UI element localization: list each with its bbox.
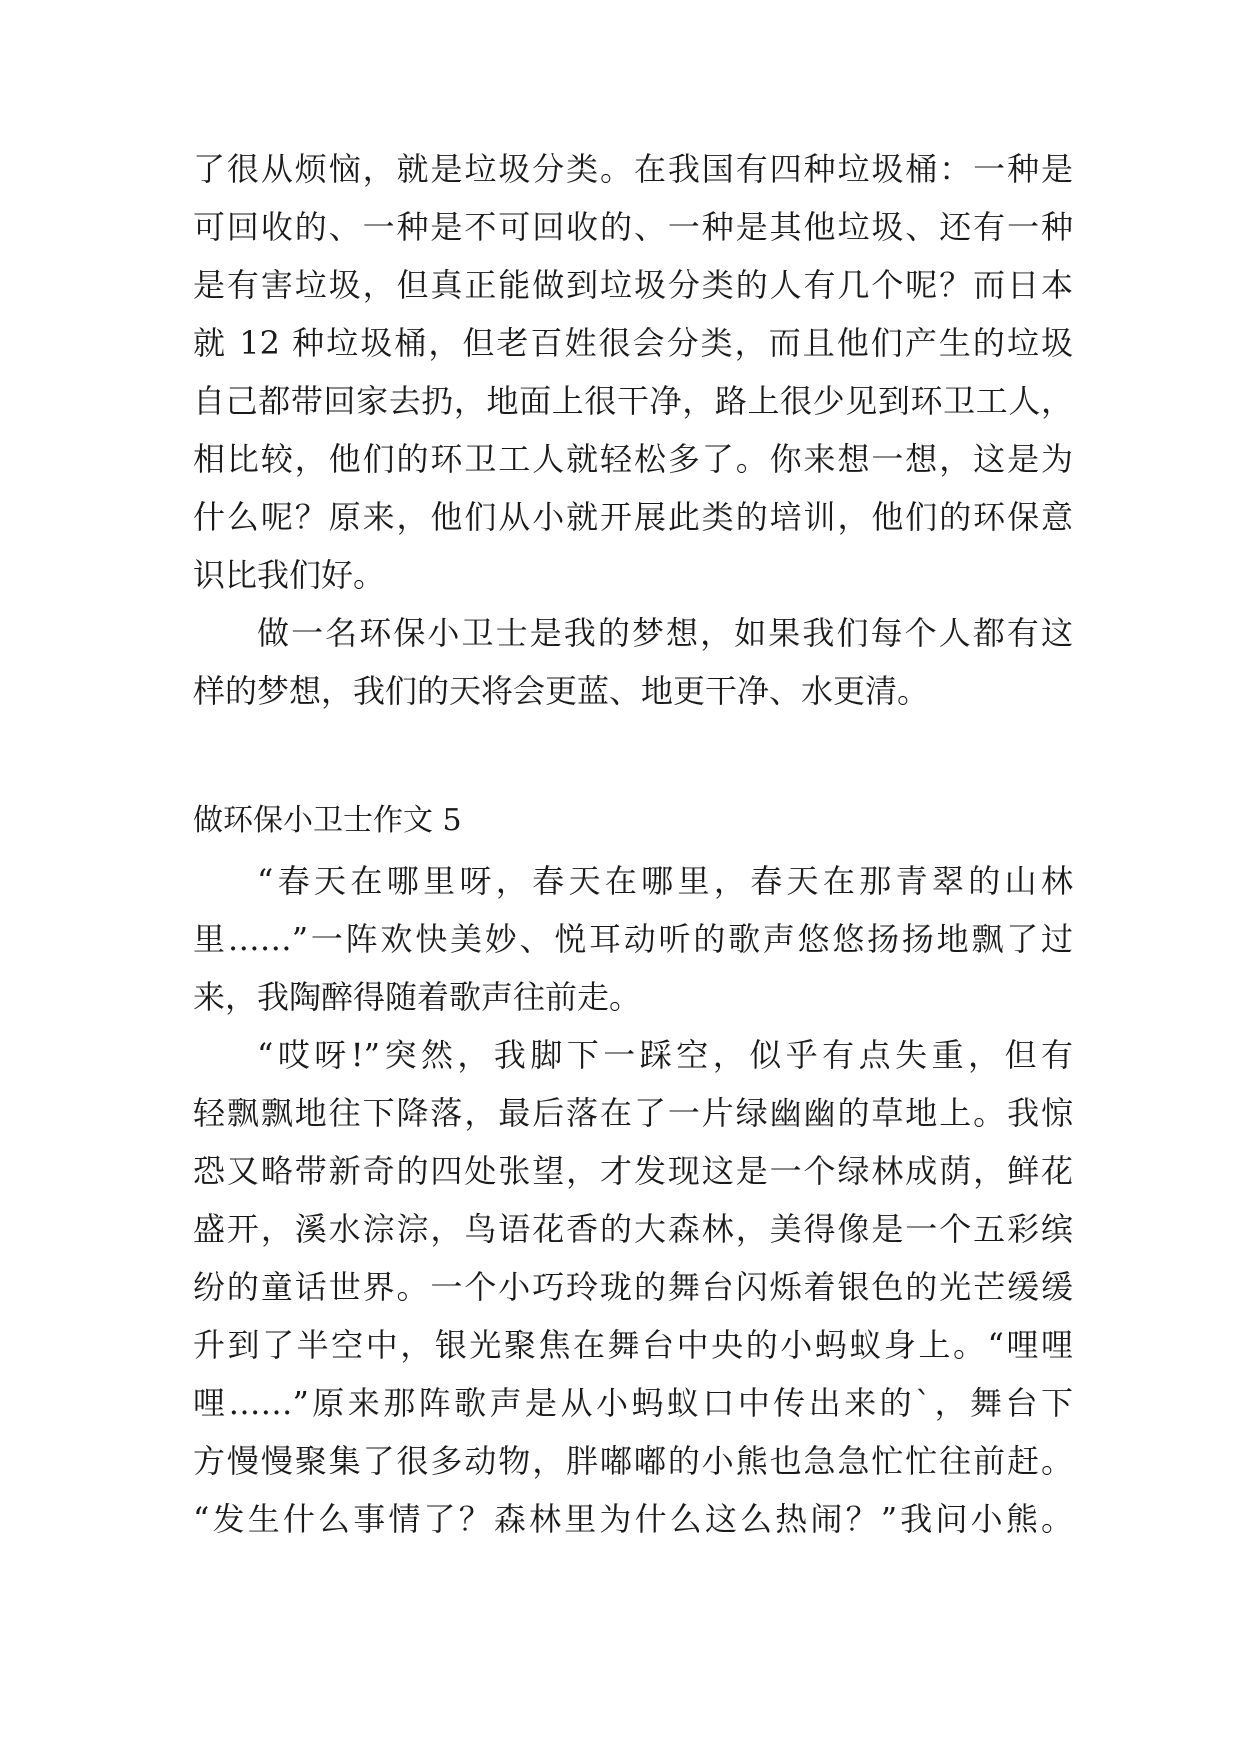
text-line: 自己都带回家去扔，地面上很干净，路上很少见到环卫工人， bbox=[193, 382, 1073, 420]
text-line: 就 12 种垃圾桶，但老百姓很会分类，而且他们产生的垃圾 bbox=[193, 324, 1073, 362]
text-line: 盛开，溪水淙淙，鸟语花香的大森林，美得像是一个五彩缤 bbox=[193, 1210, 1073, 1248]
text-line: 轻飘飘地往下降落，最后落在了一片绿幽幽的草地上。我惊 bbox=[193, 1094, 1073, 1132]
body-text-bottom bbox=[193, 852, 1073, 1548]
text-line: “哎呀!”突然，我脚下一踩空，似乎有点失重，但有 bbox=[257, 1036, 1073, 1074]
paragraph-3 bbox=[193, 852, 1073, 1026]
text-line: 样的梦想，我们的天将会更蓝、地更干净、水更清。 bbox=[193, 672, 930, 710]
text-line: 方慢慢聚集了很多动物，胖嘟嘟的小熊也急急忙忙往前赶。 bbox=[193, 1442, 1073, 1480]
text-line: 识比我们好。 bbox=[193, 556, 386, 594]
paragraph-1 bbox=[193, 140, 1073, 604]
text-line: 恐又略带新奇的四处张望，才发现这是一个绿林成荫，鲜花 bbox=[193, 1152, 1073, 1190]
paragraph-4 bbox=[193, 1026, 1073, 1548]
text-line: 了很从烦恼，就是垃圾分类。在我国有四种垃圾桶：一种是 bbox=[193, 150, 1073, 188]
text-line: 什么呢？原来，他们从小就开展此类的培训，他们的环保意 bbox=[193, 498, 1073, 536]
text-line: 是有害垃圾，但真正能做到垃圾分类的人有几个呢？而日本 bbox=[193, 266, 1073, 304]
text-line: 做一名环保小卫士是我的梦想，如果我们每个人都有这 bbox=[257, 614, 1073, 652]
text-line: “发生什么事情了？森林里为什么这么热闹？”我问小熊。 bbox=[193, 1500, 1073, 1538]
text-line: 里……”一阵欢快美妙、悦耳动听的歌声悠悠扬扬地飘了过 bbox=[193, 920, 1073, 958]
text-line: 可回收的、一种是不可回收的、一种是其他垃圾、还有一种 bbox=[193, 208, 1073, 246]
body-text-top bbox=[193, 140, 1073, 720]
text-line: “春天在哪里呀，春天在哪里，春天在那青翠的山林 bbox=[257, 862, 1073, 900]
section-title: 做环保小卫士作文 5 bbox=[193, 803, 462, 838]
text-line: 纷的童话世界。一个小巧玲珑的舞台闪烁着银色的光芒缓缓 bbox=[193, 1268, 1073, 1306]
text-line: 相比较，他们的环卫工人就轻松多了。你来想一想，这是为 bbox=[193, 440, 1073, 478]
text-line: 哩……”原来那阵歌声是从小蚂蚁口中传出来的`，舞台下 bbox=[193, 1384, 1073, 1422]
text-line: 来，我陶醉得随着歌声往前走。 bbox=[193, 978, 642, 1016]
text-line: 升到了半空中，银光聚焦在舞台中央的小蚂蚁身上。“哩哩 bbox=[193, 1326, 1073, 1364]
paragraph-2 bbox=[193, 604, 1073, 720]
